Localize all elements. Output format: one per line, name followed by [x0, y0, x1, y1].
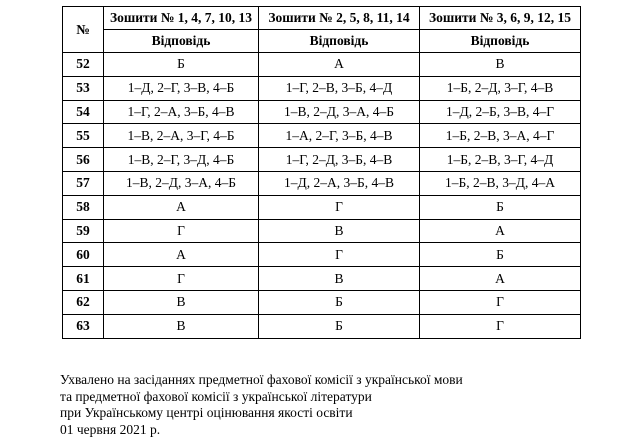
header-row-groups	[63, 7, 581, 30]
answer-cell-group-1: В	[104, 314, 259, 338]
table-row	[63, 100, 581, 124]
task-number: 57	[63, 171, 104, 195]
table-row	[63, 124, 581, 148]
answer-cell-group-2: А	[259, 53, 420, 77]
answer-cell-group-3: Г	[420, 290, 581, 314]
task-number: 55	[63, 124, 104, 148]
answer-cell-group-3: Б	[420, 243, 581, 267]
task-number: 59	[63, 219, 104, 243]
approval-note	[60, 372, 463, 438]
answer-header-3: Відповідь	[420, 30, 581, 53]
task-number: 53	[63, 76, 104, 100]
answer-cell-group-3: Г	[420, 314, 581, 338]
table-row	[63, 267, 581, 291]
answer-cell-group-3: 1–Б, 2–В, 3–А, 4–Г	[420, 124, 581, 148]
approval-date: 01 червня 2021 р.	[60, 421, 161, 437]
answers-table	[62, 6, 581, 339]
answer-cell-group-2: В	[259, 219, 420, 243]
table-row	[63, 290, 581, 314]
table-row	[63, 76, 581, 100]
task-number: 61	[63, 267, 104, 291]
group-header-3: Зошити № 3, 6, 9, 12, 15	[420, 7, 581, 30]
task-number: 56	[63, 148, 104, 172]
answer-header-2: Відповідь	[259, 30, 420, 53]
answer-cell-group-1: Б	[104, 53, 259, 77]
table-row	[63, 243, 581, 267]
table-row	[63, 314, 581, 338]
answer-cell-group-3: Б	[420, 195, 581, 219]
answer-cell-group-2: Г	[259, 243, 420, 267]
answer-cell-group-3: В	[420, 53, 581, 77]
table-row	[63, 219, 581, 243]
group-header-1: Зошити № 1, 4, 7, 10, 13	[104, 7, 259, 30]
answer-cell-group-1: 1–В, 2–А, 3–Г, 4–Б	[104, 124, 259, 148]
answer-cell-group-2: 1–Д, 2–А, 3–Б, 4–В	[259, 171, 420, 195]
answer-cell-group-1: Г	[104, 219, 259, 243]
answer-cell-group-3: 1–Д, 2–Б, 3–В, 4–Г	[420, 100, 581, 124]
answer-cell-group-1: 1–В, 2–Д, 3–А, 4–Б	[104, 171, 259, 195]
answer-cell-group-3: 1–Б, 2–В, 3–Г, 4–Д	[420, 148, 581, 172]
answer-cell-group-1: В	[104, 290, 259, 314]
table-row	[63, 53, 581, 77]
answer-cell-group-2: 1–Г, 2–Д, 3–Б, 4–В	[259, 148, 420, 172]
task-number: 60	[63, 243, 104, 267]
number-header: №	[63, 7, 104, 53]
task-number: 63	[63, 314, 104, 338]
answer-cell-group-2: Г	[259, 195, 420, 219]
table-row	[63, 171, 581, 195]
table-row	[63, 195, 581, 219]
answer-cell-group-2: 1–В, 2–Д, 3–А, 4–Б	[259, 100, 420, 124]
group-header-2: Зошити № 2, 5, 8, 11, 14	[259, 7, 420, 30]
approval-line-1: Ухвалено на засіданнях предметної фахової комісії з української мови	[60, 372, 463, 387]
answer-cell-group-1: А	[104, 195, 259, 219]
approval-line-2: та предметної фахової комісії з української літератури	[60, 388, 372, 404]
answer-cell-group-2: 1–А, 2–Г, 3–Б, 4–В	[259, 124, 420, 148]
header-row-answer	[63, 30, 581, 53]
task-number: 52	[63, 53, 104, 77]
task-number: 62	[63, 290, 104, 314]
answer-cell-group-1: 1–В, 2–Г, 3–Д, 4–Б	[104, 148, 259, 172]
answer-cell-group-1: А	[104, 243, 259, 267]
approval-line-3: при Українському центрі оцінювання якості освіти	[60, 405, 353, 420]
table-row	[63, 148, 581, 172]
answer-cell-group-2: Б	[259, 290, 420, 314]
answer-cell-group-2: В	[259, 267, 420, 291]
answer-cell-group-1: Г	[104, 267, 259, 291]
answer-cell-group-2: 1–Г, 2–В, 3–Б, 4–Д	[259, 76, 420, 100]
answer-cell-group-3: 1–Б, 2–Д, 3–Г, 4–В	[420, 76, 581, 100]
answer-cell-group-1: 1–Г, 2–А, 3–Б, 4–В	[104, 100, 259, 124]
task-number: 58	[63, 195, 104, 219]
answer-cell-group-3: А	[420, 267, 581, 291]
answer-cell-group-3: 1–Б, 2–В, 3–Д, 4–А	[420, 171, 581, 195]
answer-cell-group-2: Б	[259, 314, 420, 338]
answer-cell-group-3: А	[420, 219, 581, 243]
answer-cell-group-1: 1–Д, 2–Г, 3–В, 4–Б	[104, 76, 259, 100]
task-number: 54	[63, 100, 104, 124]
answer-header-1: Відповідь	[104, 30, 259, 53]
